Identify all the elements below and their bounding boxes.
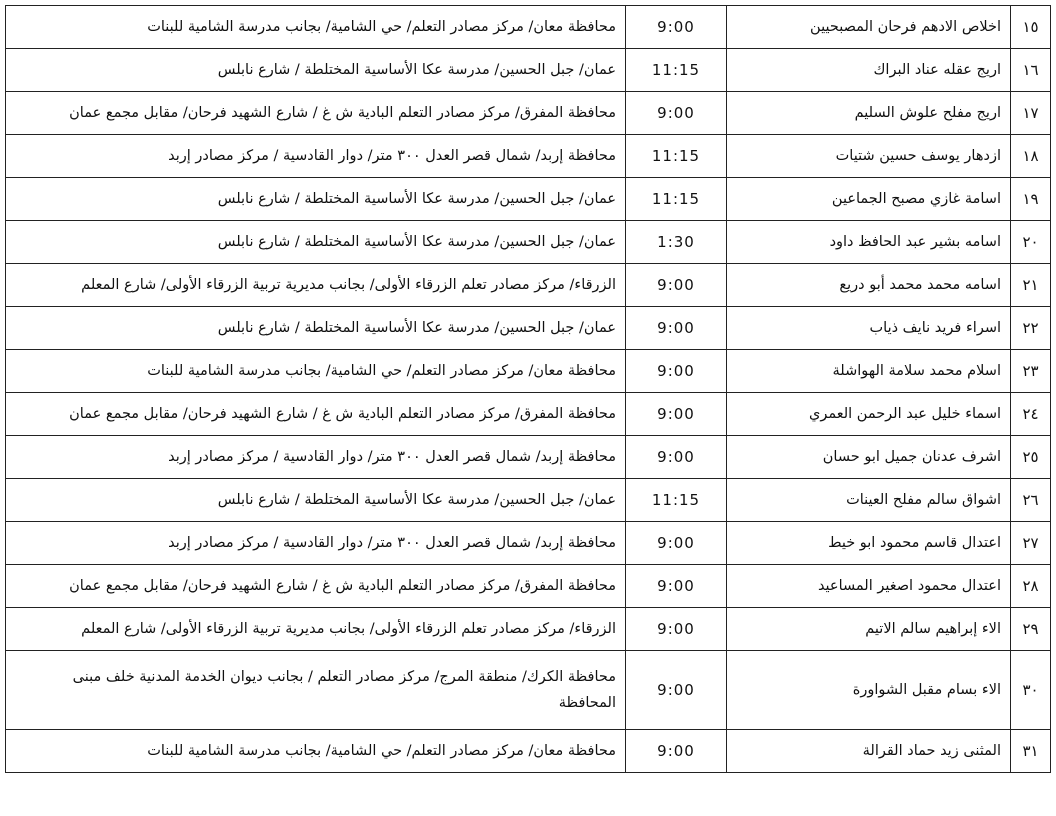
- exam-time: 9:00: [626, 264, 727, 307]
- person-name: اشواق سالم مفلح العينات: [727, 479, 1011, 522]
- person-name: الاء بسام مقبل الشواورة: [727, 651, 1011, 730]
- row-number: ١٨: [1011, 135, 1051, 178]
- person-name: اعتدال محمود اصغير المساعيد: [727, 565, 1011, 608]
- exam-time: 9:00: [626, 522, 727, 565]
- row-number: ٢٠: [1011, 221, 1051, 264]
- row-number: ٢٤: [1011, 393, 1051, 436]
- schedule-table: [5, 5, 1051, 773]
- exam-time: 9:00: [626, 307, 727, 350]
- exam-time: 9:00: [626, 651, 727, 730]
- row-number: ٣٠: [1011, 651, 1051, 730]
- person-name: اريج عقله عناد البراك: [727, 49, 1011, 92]
- person-name: المثنى زيد حماد القرالة: [727, 730, 1011, 773]
- exam-time: 9:00: [626, 393, 727, 436]
- exam-time: 11:15: [626, 178, 727, 221]
- exam-time: 9:00: [626, 436, 727, 479]
- exam-time: 9:00: [626, 730, 727, 773]
- table-row: [6, 135, 1051, 178]
- row-number: ٢٣: [1011, 350, 1051, 393]
- table-row: [6, 350, 1051, 393]
- exam-time: 9:00: [626, 350, 727, 393]
- person-name: اسماء خليل عبد الرحمن العمري: [727, 393, 1011, 436]
- exam-time: 9:00: [626, 92, 727, 135]
- table-row: [6, 393, 1051, 436]
- person-name: اسامة غازي مصبح الجماعين: [727, 178, 1011, 221]
- exam-location: محافظة إربد/ شمال قصر العدل ٣٠٠ متر/ دوار القادسية / مركز مصادر إربد: [6, 522, 626, 565]
- row-number: ٢٦: [1011, 479, 1051, 522]
- exam-location: محافظة معان/ مركز مصادر التعلم/ حي الشامية/ بجانب مدرسة الشامية للبنات: [6, 730, 626, 773]
- exam-time: 9:00: [626, 608, 727, 651]
- table-row: [6, 49, 1051, 92]
- person-name: اسراء فريد نايف ذياب: [727, 307, 1011, 350]
- exam-location: عمان/ جبل الحسين/ مدرسة عكا الأساسية المختلطة / شارع نابلس: [6, 479, 626, 522]
- row-number: ١٩: [1011, 178, 1051, 221]
- table-row: [6, 565, 1051, 608]
- exam-location: عمان/ جبل الحسين/ مدرسة عكا الأساسية المختلطة / شارع نابلس: [6, 178, 626, 221]
- person-name: اسلام محمد سلامة الهواشلة: [727, 350, 1011, 393]
- person-name: اريج مفلح علوش السليم: [727, 92, 1011, 135]
- row-number: ١٥: [1011, 6, 1051, 49]
- person-name: اعتدال قاسم محمود ابو خيط: [727, 522, 1011, 565]
- table-row: [6, 436, 1051, 479]
- row-number: ٢١: [1011, 264, 1051, 307]
- exam-location: الزرقاء/ مركز مصادر تعلم الزرقاء الأولى/ بجانب مديرية تربية الزرقاء الأولى/ شارع المعلم: [6, 608, 626, 651]
- exam-time: 11:15: [626, 135, 727, 178]
- exam-time: 11:15: [626, 49, 727, 92]
- exam-location: الزرقاء/ مركز مصادر تعلم الزرقاء الأولى/ بجانب مديرية تربية الزرقاء الأولى/ شارع المعلم: [6, 264, 626, 307]
- exam-time: 9:00: [626, 6, 727, 49]
- table-row: [6, 307, 1051, 350]
- table-row: [6, 178, 1051, 221]
- exam-location: عمان/ جبل الحسين/ مدرسة عكا الأساسية المختلطة / شارع نابلس: [6, 307, 626, 350]
- person-name: اسامه بشير عبد الحافظ داود: [727, 221, 1011, 264]
- row-number: ٣١: [1011, 730, 1051, 773]
- exam-time: 9:00: [626, 565, 727, 608]
- table-row: [6, 522, 1051, 565]
- exam-time: 1:30: [626, 221, 727, 264]
- exam-location: محافظة معان/ مركز مصادر التعلم/ حي الشامية/ بجانب مدرسة الشامية للبنات: [6, 350, 626, 393]
- exam-location: عمان/ جبل الحسين/ مدرسة عكا الأساسية المختلطة / شارع نابلس: [6, 221, 626, 264]
- exam-location: محافظة إربد/ شمال قصر العدل ٣٠٠ متر/ دوار القادسية / مركز مصادر إربد: [6, 135, 626, 178]
- person-name: اسامه محمد محمد أبو دريع: [727, 264, 1011, 307]
- schedule-table-body: [6, 6, 1051, 773]
- exam-location: محافظة إربد/ شمال قصر العدل ٣٠٠ متر/ دوار القادسية / مركز مصادر إربد: [6, 436, 626, 479]
- exam-location: محافظة الكرك/ منطقة المرج/ مركز مصادر التعلم / بجانب ديوان الخدمة المدنية خلف مبنى المحافظة: [6, 651, 626, 730]
- person-name: الاء إبراهيم سالم الاتيم: [727, 608, 1011, 651]
- row-number: ٢٧: [1011, 522, 1051, 565]
- row-number: ٢٨: [1011, 565, 1051, 608]
- table-row: [6, 651, 1051, 730]
- person-name: اشرف عدنان جميل ابو حسان: [727, 436, 1011, 479]
- table-row: [6, 221, 1051, 264]
- table-row: [6, 264, 1051, 307]
- exam-location: محافظة معان/ مركز مصادر التعلم/ حي الشامية/ بجانب مدرسة الشامية للبنات: [6, 6, 626, 49]
- exam-time: 11:15: [626, 479, 727, 522]
- exam-location: عمان/ جبل الحسين/ مدرسة عكا الأساسية المختلطة / شارع نابلس: [6, 49, 626, 92]
- person-name: اخلاص الادهم فرحان المصبحيين: [727, 6, 1011, 49]
- row-number: ٢٢: [1011, 307, 1051, 350]
- row-number: ١٦: [1011, 49, 1051, 92]
- exam-location: محافظة المفرق/ مركز مصادر التعلم البادية ش غ / شارع الشهيد فرحان/ مقابل مجمع عمان: [6, 92, 626, 135]
- table-row: [6, 6, 1051, 49]
- exam-location: محافظة المفرق/ مركز مصادر التعلم البادية ش غ / شارع الشهيد فرحان/ مقابل مجمع عمان: [6, 565, 626, 608]
- row-number: ٢٥: [1011, 436, 1051, 479]
- exam-location: محافظة المفرق/ مركز مصادر التعلم البادية ش غ / شارع الشهيد فرحان/ مقابل مجمع عمان: [6, 393, 626, 436]
- row-number: ١٧: [1011, 92, 1051, 135]
- table-row: [6, 479, 1051, 522]
- table-row: [6, 608, 1051, 651]
- table-row: [6, 730, 1051, 773]
- row-number: ٢٩: [1011, 608, 1051, 651]
- person-name: ازدهار يوسف حسين شتيات: [727, 135, 1011, 178]
- table-row: [6, 92, 1051, 135]
